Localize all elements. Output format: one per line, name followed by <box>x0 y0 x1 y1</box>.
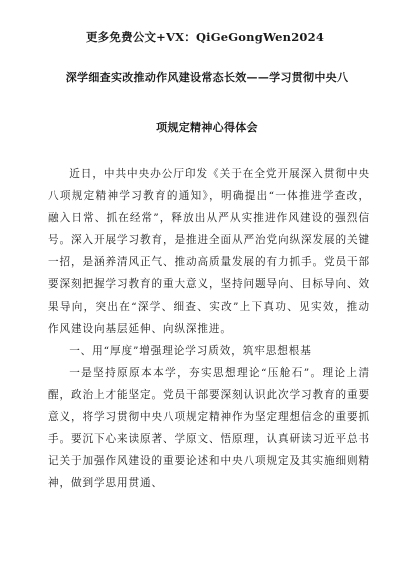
header-note: 更多免费公文+VX：QiGeGongWen2024 <box>85 30 325 44</box>
document-title-line-2: 项规定精神心得体会 <box>156 121 258 134</box>
document-title-line-1: 深学细查实改推动作风建设常态长效——学习贯彻中央八 <box>65 71 349 84</box>
paragraph-point-one: 一是坚持原原本本学，夯实思想理论“压舱石”。理论上清醒，政治上才能坚定。党员干部要深刻认识此次学习教育的重要意义，将学习贯彻中央八项规定精神作为坚定理想信念的重要抓手。要沉下心来读原著、学原文、悟原理，认真研读习近平总书记关于加强作风建设的重要论述和中央八项规定及其实施细则精神，做到学思用贯通、 <box>48 366 370 490</box>
document-body <box>48 163 370 494</box>
paragraph-intro: 近日，中共中央办公厅印发《关于在全党开展深入贯彻中央八项规定精神学习教育的通知》，明确提出“一体推进学查改，融入日常、抓在经常”，释放出从严从实推进作风建设的强烈信号。深入开展学习教育，是推进全面从严治党向纵深发展的关键一招，是涵养清风正气、推动高质量发展的有力抓手。党员干部要深刻把握学习教育的重大意义，坚持问题导向、目标导向、效果导向，突出在“深学、细查、实改”上下真功、见实效，推动作风建设向基层延伸、向纵深推进。 <box>48 168 370 335</box>
section-heading: 一、用“厚度”增强理论学习质效，筑牢思想根基 <box>69 344 312 357</box>
